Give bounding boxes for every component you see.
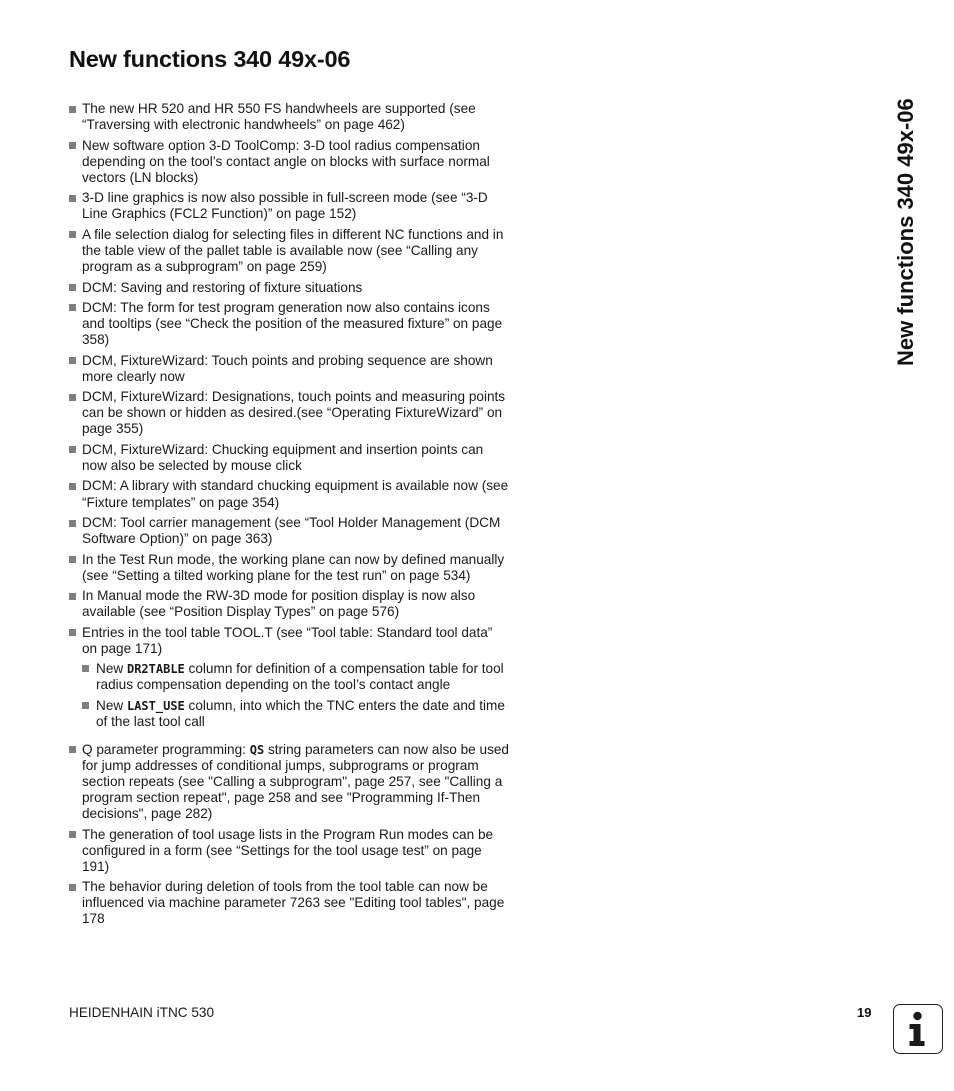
page-number: 19 [857, 1005, 872, 1020]
item-text-post: column for definition of a compensation table for tool radius compensation depending on the tool’s contact angle [96, 660, 504, 693]
item-text: A file selection dialog for selecting files in different NC functions and in the table view of the pallet table is available now (see “Calling any program as a subprogram” on page 259) [82, 226, 504, 275]
list-item [69, 827, 511, 875]
list-item [69, 300, 511, 348]
item-text: DCM, FixtureWizard: Touch points and probing sequence are shown more clearly now [82, 352, 493, 384]
item-text: DCM: Tool carrier management (see “Tool Holder Management (DCM Software Option)” on page 363) [82, 515, 501, 547]
info-icon [893, 1004, 943, 1054]
item-text-pre: New [96, 660, 127, 676]
sub-list-item [82, 698, 511, 730]
list-item [69, 227, 511, 275]
list-item [69, 280, 511, 296]
sub-list-item [82, 661, 511, 693]
item-text-pre: Q parameter programming: [82, 741, 250, 757]
item-text: In Manual mode the RW-3D mode for position display is now also available (see “Position Display Types” on page 576) [82, 588, 476, 620]
code-keyword: DR2TABLE [126, 661, 185, 676]
list-item [69, 389, 511, 437]
item-text: Entries in the tool table TOOL.T (see “Tool table: Standard tool data” on page 171) [82, 624, 493, 656]
item-text: DCM: A library with standard chucking equipment is available now (see “Fixture templates” on page 354) [82, 478, 509, 510]
item-text: DCM: Saving and restoring of fixture situations [82, 279, 363, 295]
item-text: The behavior during deletion of tools from the tool table can now be influenced via machine parameter 7263 see "Editing tool tables", page 178 [82, 879, 505, 927]
list-item [69, 138, 511, 186]
list-item [69, 588, 511, 620]
page-title: New functions 340 49x-06 [69, 46, 351, 72]
item-text: In the Test Run mode, the working plane can now by defined manually (see “Setting a tilted working plane for the test run” on page 534) [82, 551, 505, 583]
item-text-pre: New [96, 697, 127, 713]
item-text: DCM: The form for test program generation now also contains icons and tooltips (see “Check the position of the measured fixture” on page 358) [82, 299, 503, 348]
feature-list [69, 101, 511, 932]
item-text: 3-D line graphics is now also possible in full-screen mode (see “3-D Line Graphics (FCL2 Function)” on page 152) [82, 190, 488, 222]
item-text-post: string parameters can now also be used for jump addresses of conditional jumps, subprograms or program section repeats (see "Calling a subprogram", page 257, see "Calling a program section repeat", page 258 and see "Programming If-Then decisions", page 282) [82, 741, 509, 822]
list-item [69, 190, 511, 222]
item-text: The generation of tool usage lists in the Program Run modes can be configured in a form (see “Settings for the tool usage test” on page 191) [82, 826, 494, 874]
code-keyword: LAST_USE [126, 698, 185, 713]
list-item [69, 515, 511, 547]
list-item [69, 442, 511, 474]
item-text: DCM, FixtureWizard: Designations, touch points and measuring points can be shown or hidden as desired.(see “Operating FixtureWizard” on page 355) [82, 389, 506, 437]
code-keyword: QS [249, 742, 265, 757]
list-item [69, 742, 511, 822]
item-text: The new HR 520 and HR 550 FS handwheels are supported (see “Traversing with electronic handwheels” on page 462) [82, 101, 476, 133]
item-text: DCM, FixtureWizard: Chucking equipment and insertion points can now also be selected by mouse click [82, 441, 484, 473]
list-item [69, 625, 511, 730]
item-text: New software option 3-D ToolComp: 3-D tool radius compensation depending on the tool’s contact angle on blocks with surface normal vectors (LN blocks) [82, 137, 490, 185]
footer-product: HEIDENHAIN iTNC 530 [69, 1005, 215, 1020]
list-item [69, 101, 511, 133]
list-item [69, 353, 511, 385]
item-text-post: column, into which the TNC enters the date and time of the last tool call [96, 697, 505, 729]
list-item [69, 879, 511, 927]
list-item [69, 552, 511, 584]
sub-list [82, 661, 511, 730]
list-item [69, 478, 511, 510]
side-section-title: New functions 340 49x-06 [893, 98, 918, 366]
